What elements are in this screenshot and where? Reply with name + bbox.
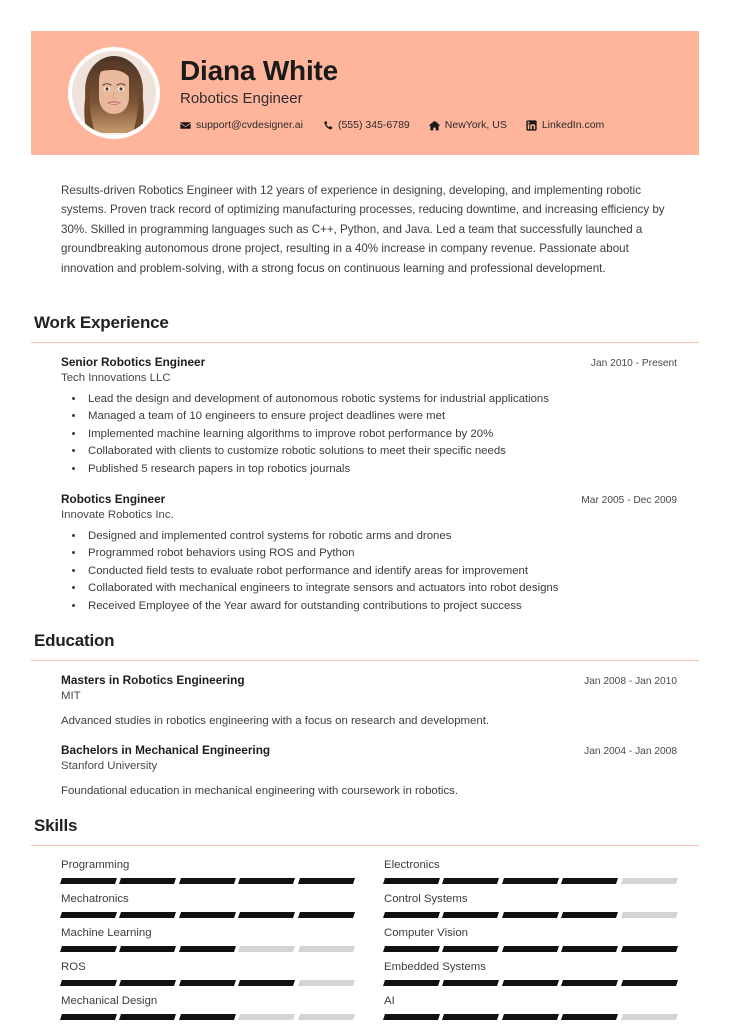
skill-level-segment bbox=[442, 946, 499, 952]
skill-item bbox=[61, 918, 354, 952]
skill-item bbox=[384, 952, 677, 986]
skill-item bbox=[61, 850, 354, 884]
contact-location-label: NewYork, US bbox=[444, 119, 507, 132]
profile-photo bbox=[72, 51, 156, 135]
section-work-experience bbox=[31, 313, 699, 615]
skill-level-segment bbox=[502, 912, 559, 918]
skill-level-segment bbox=[502, 980, 559, 986]
avatar bbox=[68, 47, 160, 139]
skill-label: ROS bbox=[61, 961, 86, 973]
skill-item bbox=[384, 918, 677, 952]
education-entries bbox=[31, 661, 699, 800]
skill-level-segment bbox=[298, 980, 355, 986]
skill-level-segment bbox=[60, 946, 117, 952]
experience-date: Mar 2005 - Dec 2009 bbox=[581, 495, 677, 507]
skill-level-segment bbox=[298, 878, 355, 884]
list-item: • Designed and implemented control systems for robotic arms and drones bbox=[85, 528, 677, 545]
education-description: Advanced studies in robotics engineering with a focus on research and development. bbox=[61, 715, 490, 727]
skill-label: Mechatronics bbox=[61, 893, 129, 905]
skill-label: AI bbox=[384, 995, 395, 1007]
skill-level-segment bbox=[442, 878, 499, 884]
experience-position: Robotics Engineer bbox=[61, 492, 166, 507]
skill-level-segment bbox=[621, 878, 678, 884]
education-date: Jan 2008 - Jan 2010 bbox=[584, 676, 677, 687]
skill-level-bar bbox=[61, 878, 354, 884]
skill-level-segment bbox=[119, 980, 176, 986]
skill-level-segment bbox=[60, 980, 117, 986]
skill-level-segment bbox=[442, 912, 499, 918]
experience-entry-header bbox=[61, 355, 677, 369]
education-entry-header bbox=[61, 743, 677, 757]
contact-email[interactable] bbox=[180, 119, 303, 131]
list-item: • Programmed robot behaviors using ROS and Python bbox=[85, 545, 677, 562]
job-title: Robotics Engineer bbox=[180, 90, 303, 108]
header-text-block bbox=[180, 55, 604, 131]
skill-item bbox=[61, 952, 354, 986]
experience-company: Innovate Robotics Inc. bbox=[61, 509, 174, 522]
skill-level-segment bbox=[621, 1014, 678, 1020]
experience-entry-header bbox=[61, 492, 677, 506]
skill-level-bar bbox=[384, 946, 677, 952]
linkedin-icon bbox=[526, 120, 537, 131]
skill-level-segment bbox=[383, 878, 440, 884]
education-degree: Bachelors in Mechanical Engineering bbox=[61, 743, 271, 757]
contact-linkedin[interactable] bbox=[526, 119, 604, 131]
contact-phone[interactable] bbox=[322, 119, 410, 131]
skill-level-bar bbox=[61, 980, 354, 986]
skill-label: Electronics bbox=[384, 859, 440, 871]
skill-level-segment bbox=[238, 1014, 295, 1020]
experience-bullets bbox=[61, 528, 677, 615]
skill-level-segment bbox=[238, 980, 295, 986]
page-title: Diana White bbox=[180, 54, 339, 86]
skill-level-segment bbox=[502, 1014, 559, 1020]
list-item: • Implemented machine learning algorithms to improve robot performance by 20% bbox=[85, 426, 677, 443]
list-item: • Published 5 research papers in top robotics journals bbox=[85, 461, 677, 478]
skill-item bbox=[384, 986, 677, 1020]
skill-level-segment bbox=[119, 912, 176, 918]
skill-level-segment bbox=[238, 946, 295, 952]
section-education bbox=[31, 631, 699, 800]
education-entry-header bbox=[61, 673, 677, 687]
skill-level-bar bbox=[61, 1014, 354, 1020]
skill-level-segment bbox=[119, 946, 176, 952]
skill-item bbox=[61, 986, 354, 1020]
skill-level-segment bbox=[179, 980, 236, 986]
skill-level-segment bbox=[119, 878, 176, 884]
list-item: • Conducted field tests to evaluate robot performance and identify areas for improvement bbox=[85, 563, 677, 580]
skill-level-segment bbox=[442, 980, 499, 986]
skill-label: Embedded Systems bbox=[384, 961, 486, 973]
skill-level-segment bbox=[442, 1014, 499, 1020]
skill-level-bar bbox=[61, 946, 354, 952]
skill-level-segment bbox=[561, 980, 618, 986]
skill-level-segment bbox=[179, 912, 236, 918]
experience-entry bbox=[61, 492, 677, 615]
skill-level-segment bbox=[561, 1014, 618, 1020]
skill-level-segment bbox=[298, 946, 355, 952]
skill-level-bar bbox=[384, 980, 677, 986]
skill-level-segment bbox=[179, 878, 236, 884]
skill-label: Computer Vision bbox=[384, 927, 468, 939]
skill-level-segment bbox=[383, 1014, 440, 1020]
contact-phone-label: (555) 345-6789 bbox=[337, 119, 410, 132]
skills-grid bbox=[61, 850, 677, 1020]
skill-level-segment bbox=[60, 1014, 117, 1020]
skill-level-segment bbox=[383, 946, 440, 952]
list-item: • Managed a team of 10 engineers to ensure project deadlines were met bbox=[85, 408, 677, 425]
contact-location[interactable] bbox=[429, 119, 507, 131]
skill-item bbox=[61, 884, 354, 918]
home-icon bbox=[429, 120, 440, 131]
skill-label: Machine Learning bbox=[61, 927, 152, 939]
envelope-icon bbox=[180, 120, 191, 131]
education-school: Stanford University bbox=[61, 760, 158, 772]
skill-level-segment bbox=[561, 878, 618, 884]
experience-bullets bbox=[61, 391, 677, 478]
skill-level-segment bbox=[60, 912, 117, 918]
skill-level-segment bbox=[179, 946, 236, 952]
contact-email-label: support@cvdesigner.ai bbox=[196, 119, 303, 132]
skill-label: Mechanical Design bbox=[61, 995, 158, 1007]
skill-level-segment bbox=[60, 878, 117, 884]
list-item: • Collaborated with clients to customize robotic solutions to meet their specific needs bbox=[85, 443, 677, 460]
phone-icon bbox=[322, 120, 333, 131]
education-entry bbox=[61, 743, 677, 800]
skill-level-segment bbox=[621, 912, 678, 918]
skill-label: Programming bbox=[61, 859, 130, 871]
resume-header bbox=[31, 31, 699, 155]
skill-level-segment bbox=[238, 912, 295, 918]
education-entry bbox=[61, 673, 677, 730]
education-school: MIT bbox=[61, 690, 81, 702]
skill-level-segment bbox=[383, 980, 440, 986]
section-skills bbox=[31, 816, 699, 1020]
list-item: • Lead the design and development of autonomous robotic systems for industrial applications bbox=[85, 391, 677, 408]
skill-level-segment bbox=[502, 946, 559, 952]
skill-level-segment bbox=[502, 878, 559, 884]
experience-entry bbox=[61, 355, 677, 478]
experience-position: Senior Robotics Engineer bbox=[61, 355, 206, 369]
section-title-education: Education bbox=[34, 631, 115, 650]
education-description: Foundational education in mechanical engineering with coursework in robotics. bbox=[61, 785, 459, 797]
list-item: • Received Employee of the Year award for outstanding contributions to project success bbox=[85, 598, 677, 615]
experience-company: Tech Innovations LLC bbox=[61, 372, 171, 384]
section-title-skills: Skills bbox=[34, 816, 78, 835]
skill-level-segment bbox=[561, 912, 618, 918]
contact-list bbox=[180, 119, 604, 131]
education-degree: Masters in Robotics Engineering bbox=[61, 673, 245, 687]
skill-level-segment bbox=[561, 946, 618, 952]
skill-level-bar bbox=[61, 912, 354, 918]
contact-linkedin-label: LinkedIn.com bbox=[541, 119, 605, 132]
list-item: • Collaborated with mechanical engineers to integrate sensors and actuators into robot designs bbox=[85, 580, 677, 597]
skill-level-segment bbox=[383, 912, 440, 918]
section-title-work-experience: Work Experience bbox=[34, 313, 169, 332]
experience-date: Jan 2010 - Present bbox=[590, 358, 677, 369]
skill-level-segment bbox=[298, 1014, 355, 1020]
skill-level-segment bbox=[238, 878, 295, 884]
skill-level-segment bbox=[621, 980, 678, 986]
professional-summary: Results-driven Robotics Engineer with 12 years of experience in designing, developing, and implementing robotic systems. Proven track record of optimizing manufacturing processes, reducing downtime, and increasing efficiency by 30%. Skilled in programming languages such as C++, Python, and Java. Led a team that successfully launched a groundbreaking autonomous drone project, resulting in a 40% increase in company revenue. Passionate about innovation and problem-solving, with a strong focus on continuous learning and professional development. bbox=[61, 184, 665, 275]
skill-item bbox=[384, 850, 677, 884]
skill-level-bar bbox=[384, 1014, 677, 1020]
skills-grid-container bbox=[31, 846, 699, 1020]
skill-label: Control Systems bbox=[384, 893, 468, 905]
skill-item bbox=[384, 884, 677, 918]
skill-level-bar bbox=[384, 878, 677, 884]
skill-level-segment bbox=[119, 1014, 176, 1020]
skill-level-segment bbox=[621, 946, 678, 952]
education-date: Jan 2004 - Jan 2008 bbox=[584, 746, 677, 757]
skill-level-bar bbox=[384, 912, 677, 918]
skill-level-segment bbox=[298, 912, 355, 918]
work-experience-entries bbox=[31, 343, 699, 615]
skill-level-segment bbox=[179, 1014, 236, 1020]
